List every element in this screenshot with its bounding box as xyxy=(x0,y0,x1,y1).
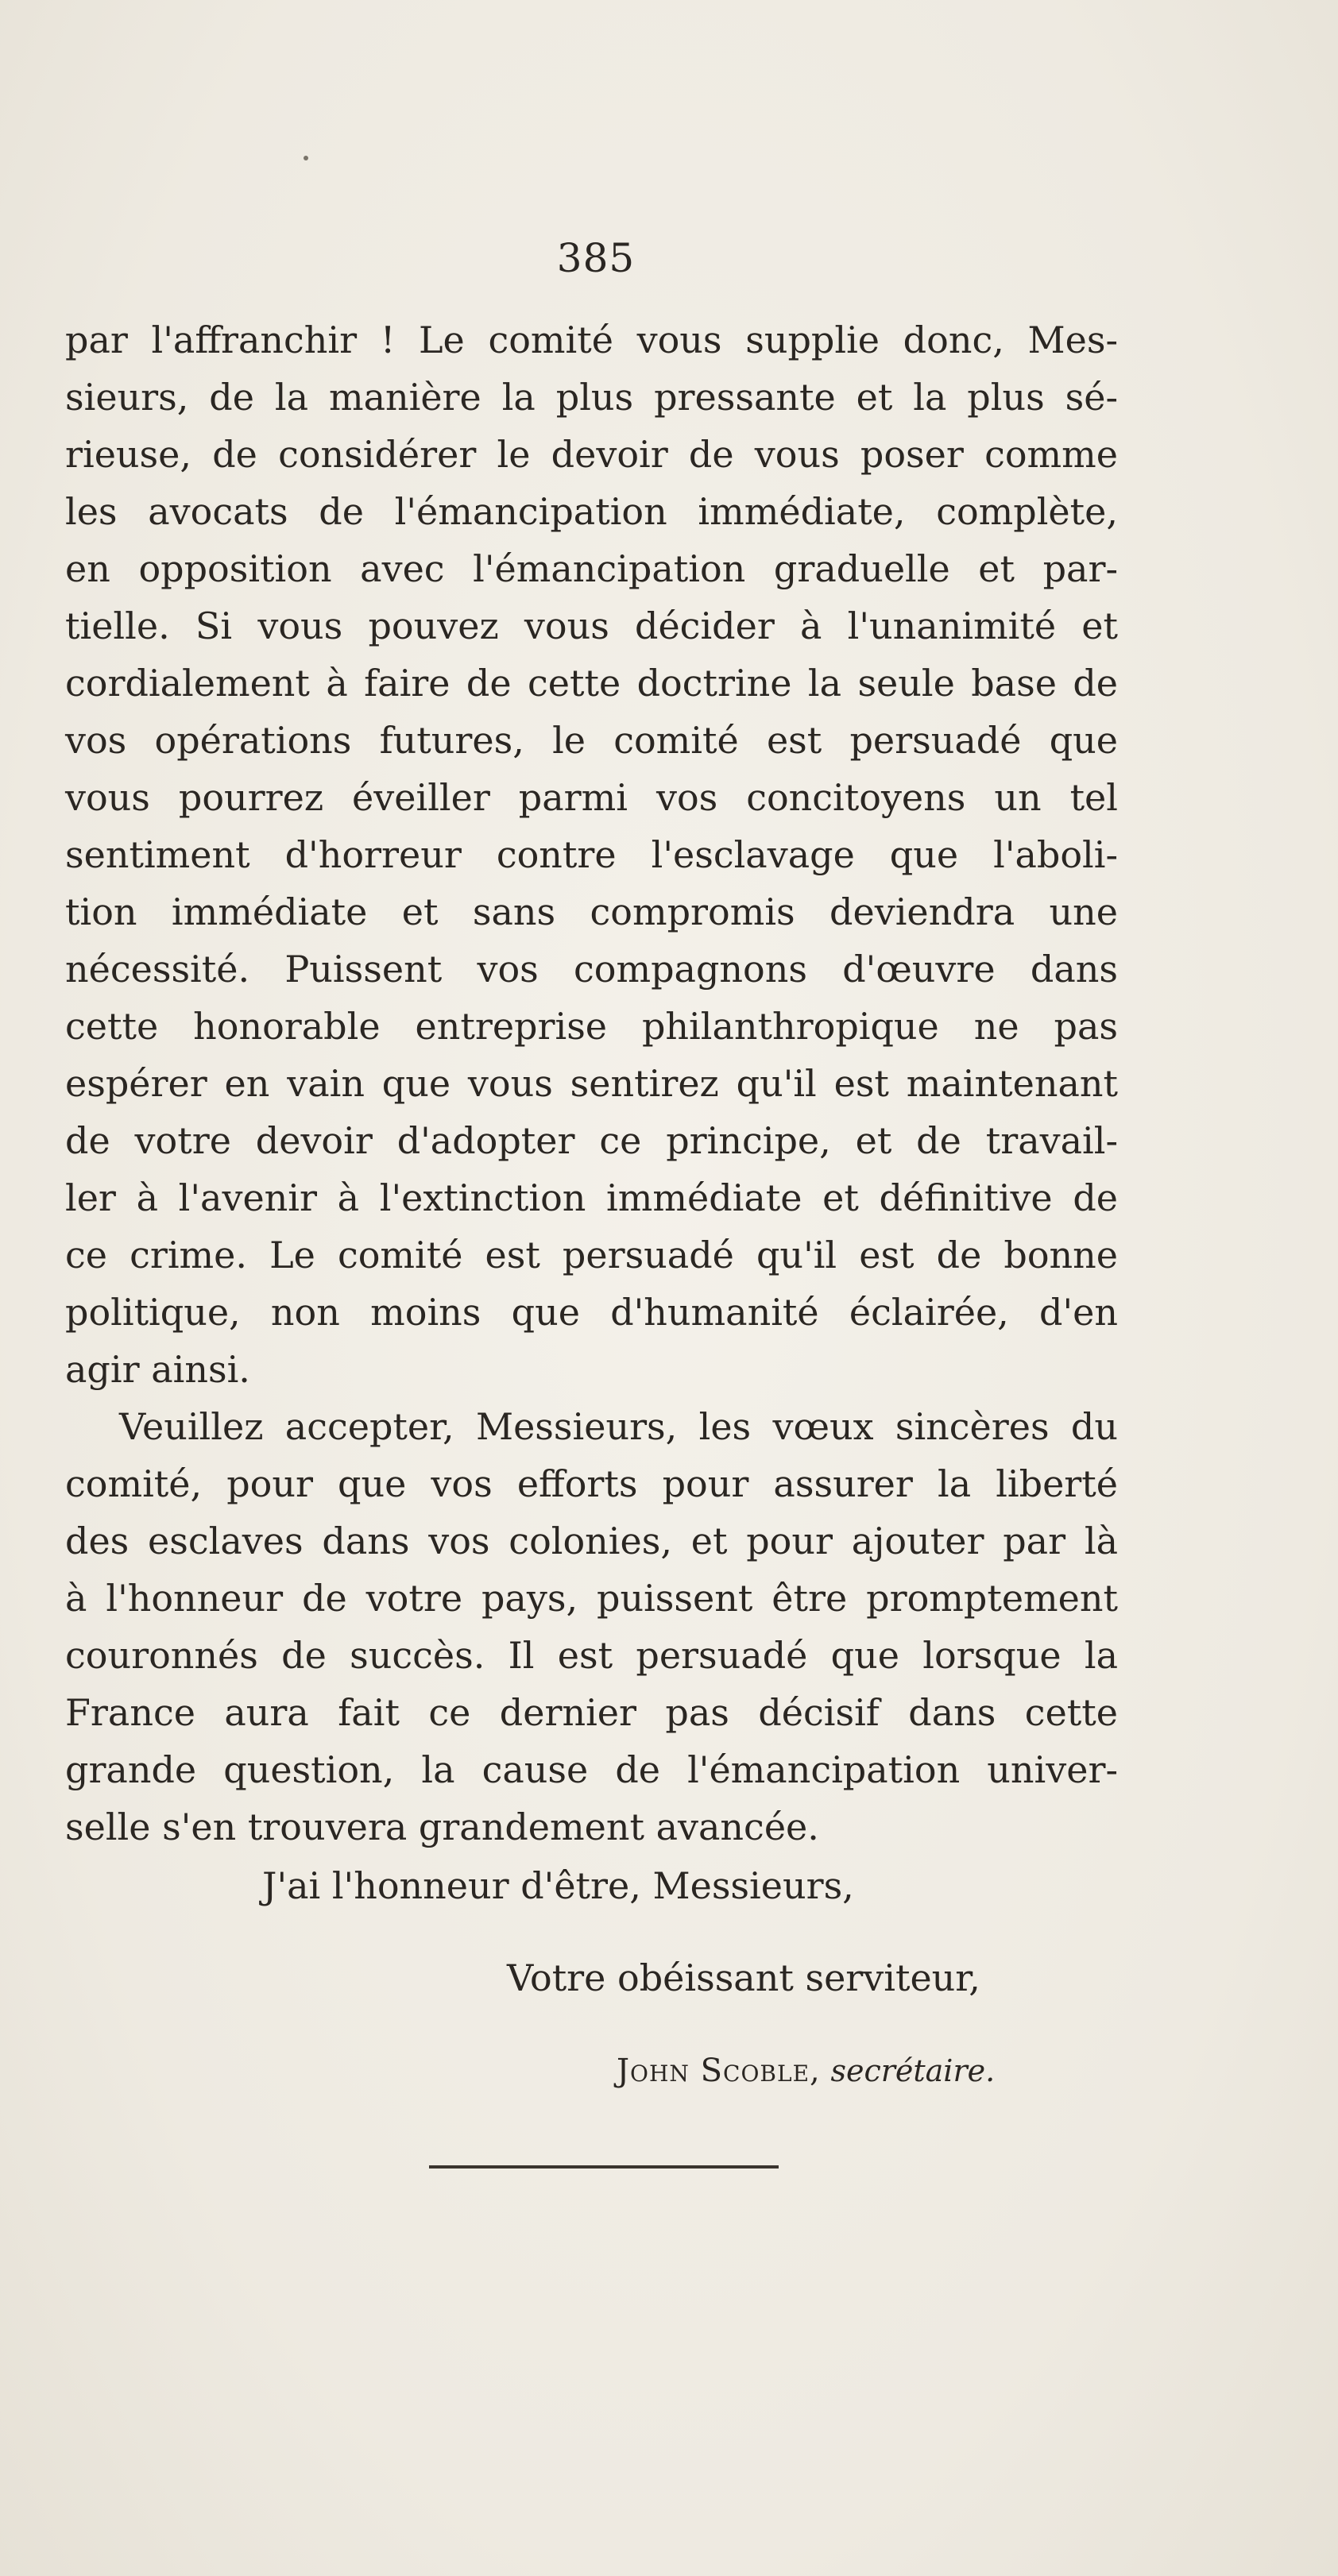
text-line: vos opérations futures, le comité est persuadé que xyxy=(65,719,1118,762)
text-line: sieurs, de la manière la plus pressante et la plus sé- xyxy=(65,376,1118,419)
valediction: Votre obéissant serviteur, xyxy=(507,1956,980,1999)
signer-title: secrétaire. xyxy=(830,2053,996,2088)
text-line: des esclaves dans vos colonies, et pour ajouter par là xyxy=(65,1520,1118,1562)
text-line: France aura fait ce dernier pas décisif dans cette xyxy=(65,1691,1118,1734)
salutation: J'ai l'honneur d'être, Messieurs, xyxy=(262,1864,854,1907)
text-line: Veuillez accepter, Messieurs, les vœux sincères du xyxy=(119,1405,1118,1448)
text-line: tielle. Si vous pouvez vous décider à l'unanimité et xyxy=(65,604,1118,647)
text-line: en opposition avec l'émancipation graduelle et par- xyxy=(65,547,1118,590)
signature xyxy=(617,2053,995,2089)
text-line: rieuse, de considérer le devoir de vous poser comme xyxy=(65,433,1118,476)
text-line: de votre devoir d'adopter ce principe, et de travail- xyxy=(65,1119,1118,1162)
text-line: à l'honneur de votre pays, puissent être promptement xyxy=(65,1577,1118,1620)
text-line: sentiment d'horreur contre l'esclavage que l'aboli- xyxy=(65,833,1118,876)
text-line: comité, pour que vos efforts pour assurer la liberté xyxy=(65,1462,1118,1505)
text-line: les avocats de l'émancipation immédiate, complète, xyxy=(65,490,1118,533)
text-line: grande question, la cause de l'émancipation univer- xyxy=(65,1748,1118,1791)
text-line: agir ainsi. xyxy=(65,1348,250,1391)
text-line: selle s'en trouvera grandement avancée. xyxy=(65,1806,819,1848)
text-line: par l'affranchir ! Le comité vous supplie donc, Mes- xyxy=(65,319,1118,361)
text-line: cordialement à faire de cette doctrine la seule base de xyxy=(65,662,1118,705)
text-line: espérer en vain que vous sentirez qu'il est maintenant xyxy=(65,1062,1118,1105)
text-line: couronnés de succès. Il est persuadé que lorsque la xyxy=(65,1634,1118,1677)
end-rule xyxy=(429,2165,779,2169)
text-line: nécessité. Puissent vos compagnons d'œuvre dans xyxy=(65,948,1118,991)
signer-name: John Scoble, xyxy=(617,2053,821,2089)
printer-mark xyxy=(304,156,308,160)
text-line: cette honorable entreprise philanthropique ne pas xyxy=(65,1005,1118,1048)
text-line: vous pourrez éveiller parmi vos concitoyens un tel xyxy=(65,776,1118,819)
text-line: tion immédiate et sans compromis deviendra une xyxy=(65,890,1118,933)
text-line: politique, non moins que d'humanité éclairée, d'en xyxy=(65,1291,1118,1334)
body-text xyxy=(65,311,1118,1856)
text-line: ler à l'avenir à l'extinction immédiate et définitive de xyxy=(65,1176,1118,1219)
page-number: 385 xyxy=(556,235,636,281)
text-line: ce crime. Le comité est persuadé qu'il est de bonne xyxy=(65,1234,1118,1276)
